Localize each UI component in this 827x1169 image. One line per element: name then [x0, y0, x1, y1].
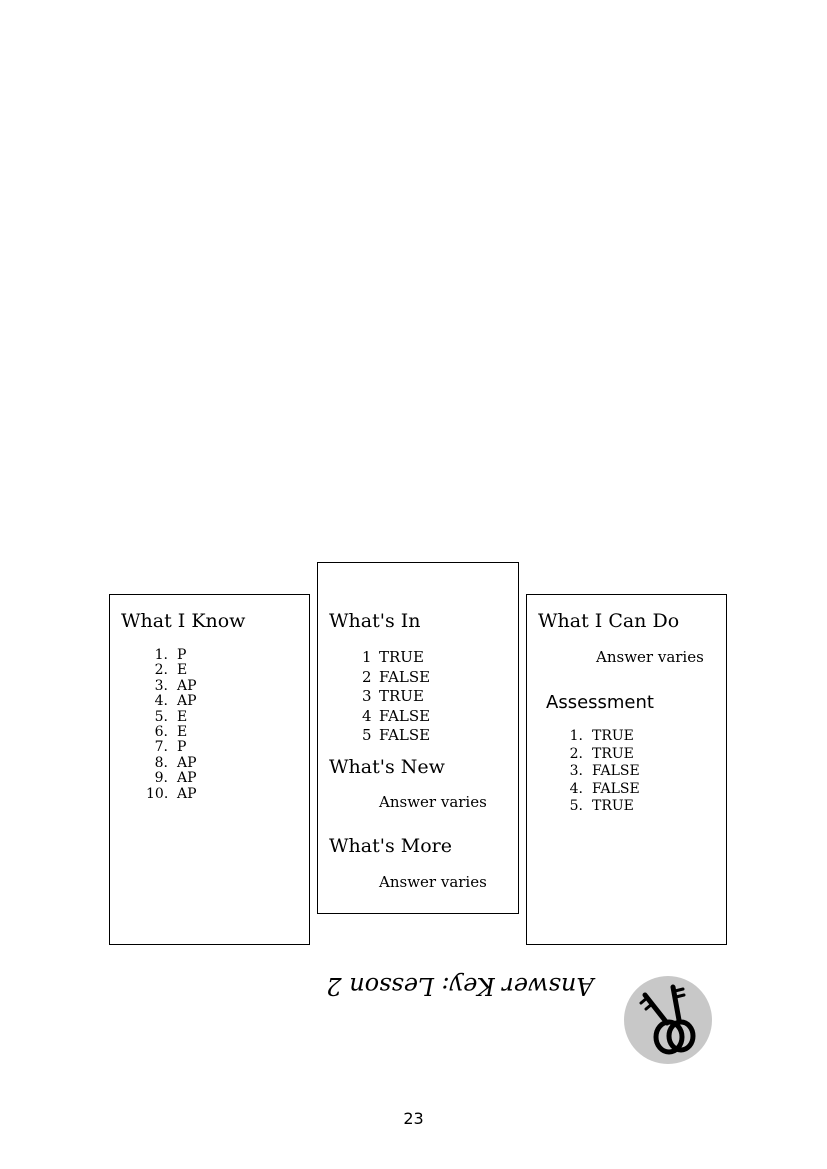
whats-in-heading: What's In — [329, 610, 421, 632]
what-i-know-heading: What I Know — [121, 610, 246, 632]
whats-new-heading: What's New — [329, 756, 445, 778]
whats-in-box: What's In 1 TRUE 2 FALSE 3 TRUE 4 FALSE 5 FALSE What's New Answer varies What's More Answer varies — [317, 562, 519, 914]
assessment-heading: Assessment — [546, 692, 654, 713]
keys-icon — [623, 975, 713, 1065]
whats-new-note: Answer varies — [379, 793, 487, 811]
page-number: 23 — [403, 1109, 424, 1128]
whats-more-note: Answer varies — [379, 873, 487, 891]
what-i-can-do-heading: What I Can Do — [538, 610, 680, 632]
whats-more-heading: What's More — [329, 835, 452, 857]
what-i-can-do-note: Answer varies — [596, 648, 704, 666]
answer-key-title: Answer Key: Lesson 2 — [326, 972, 594, 1000]
what-i-can-do-box: What I Can Do Answer varies Assessment 1. TRUE 2. TRUE 3. FALSE 4. FALSE 5. TRUE — [526, 594, 727, 945]
what-i-know-box: What I Know 1. P 2. E 3. AP 4. AP 5. E 6. E 7. P 8. AP 9. AP 10. AP — [109, 594, 310, 945]
